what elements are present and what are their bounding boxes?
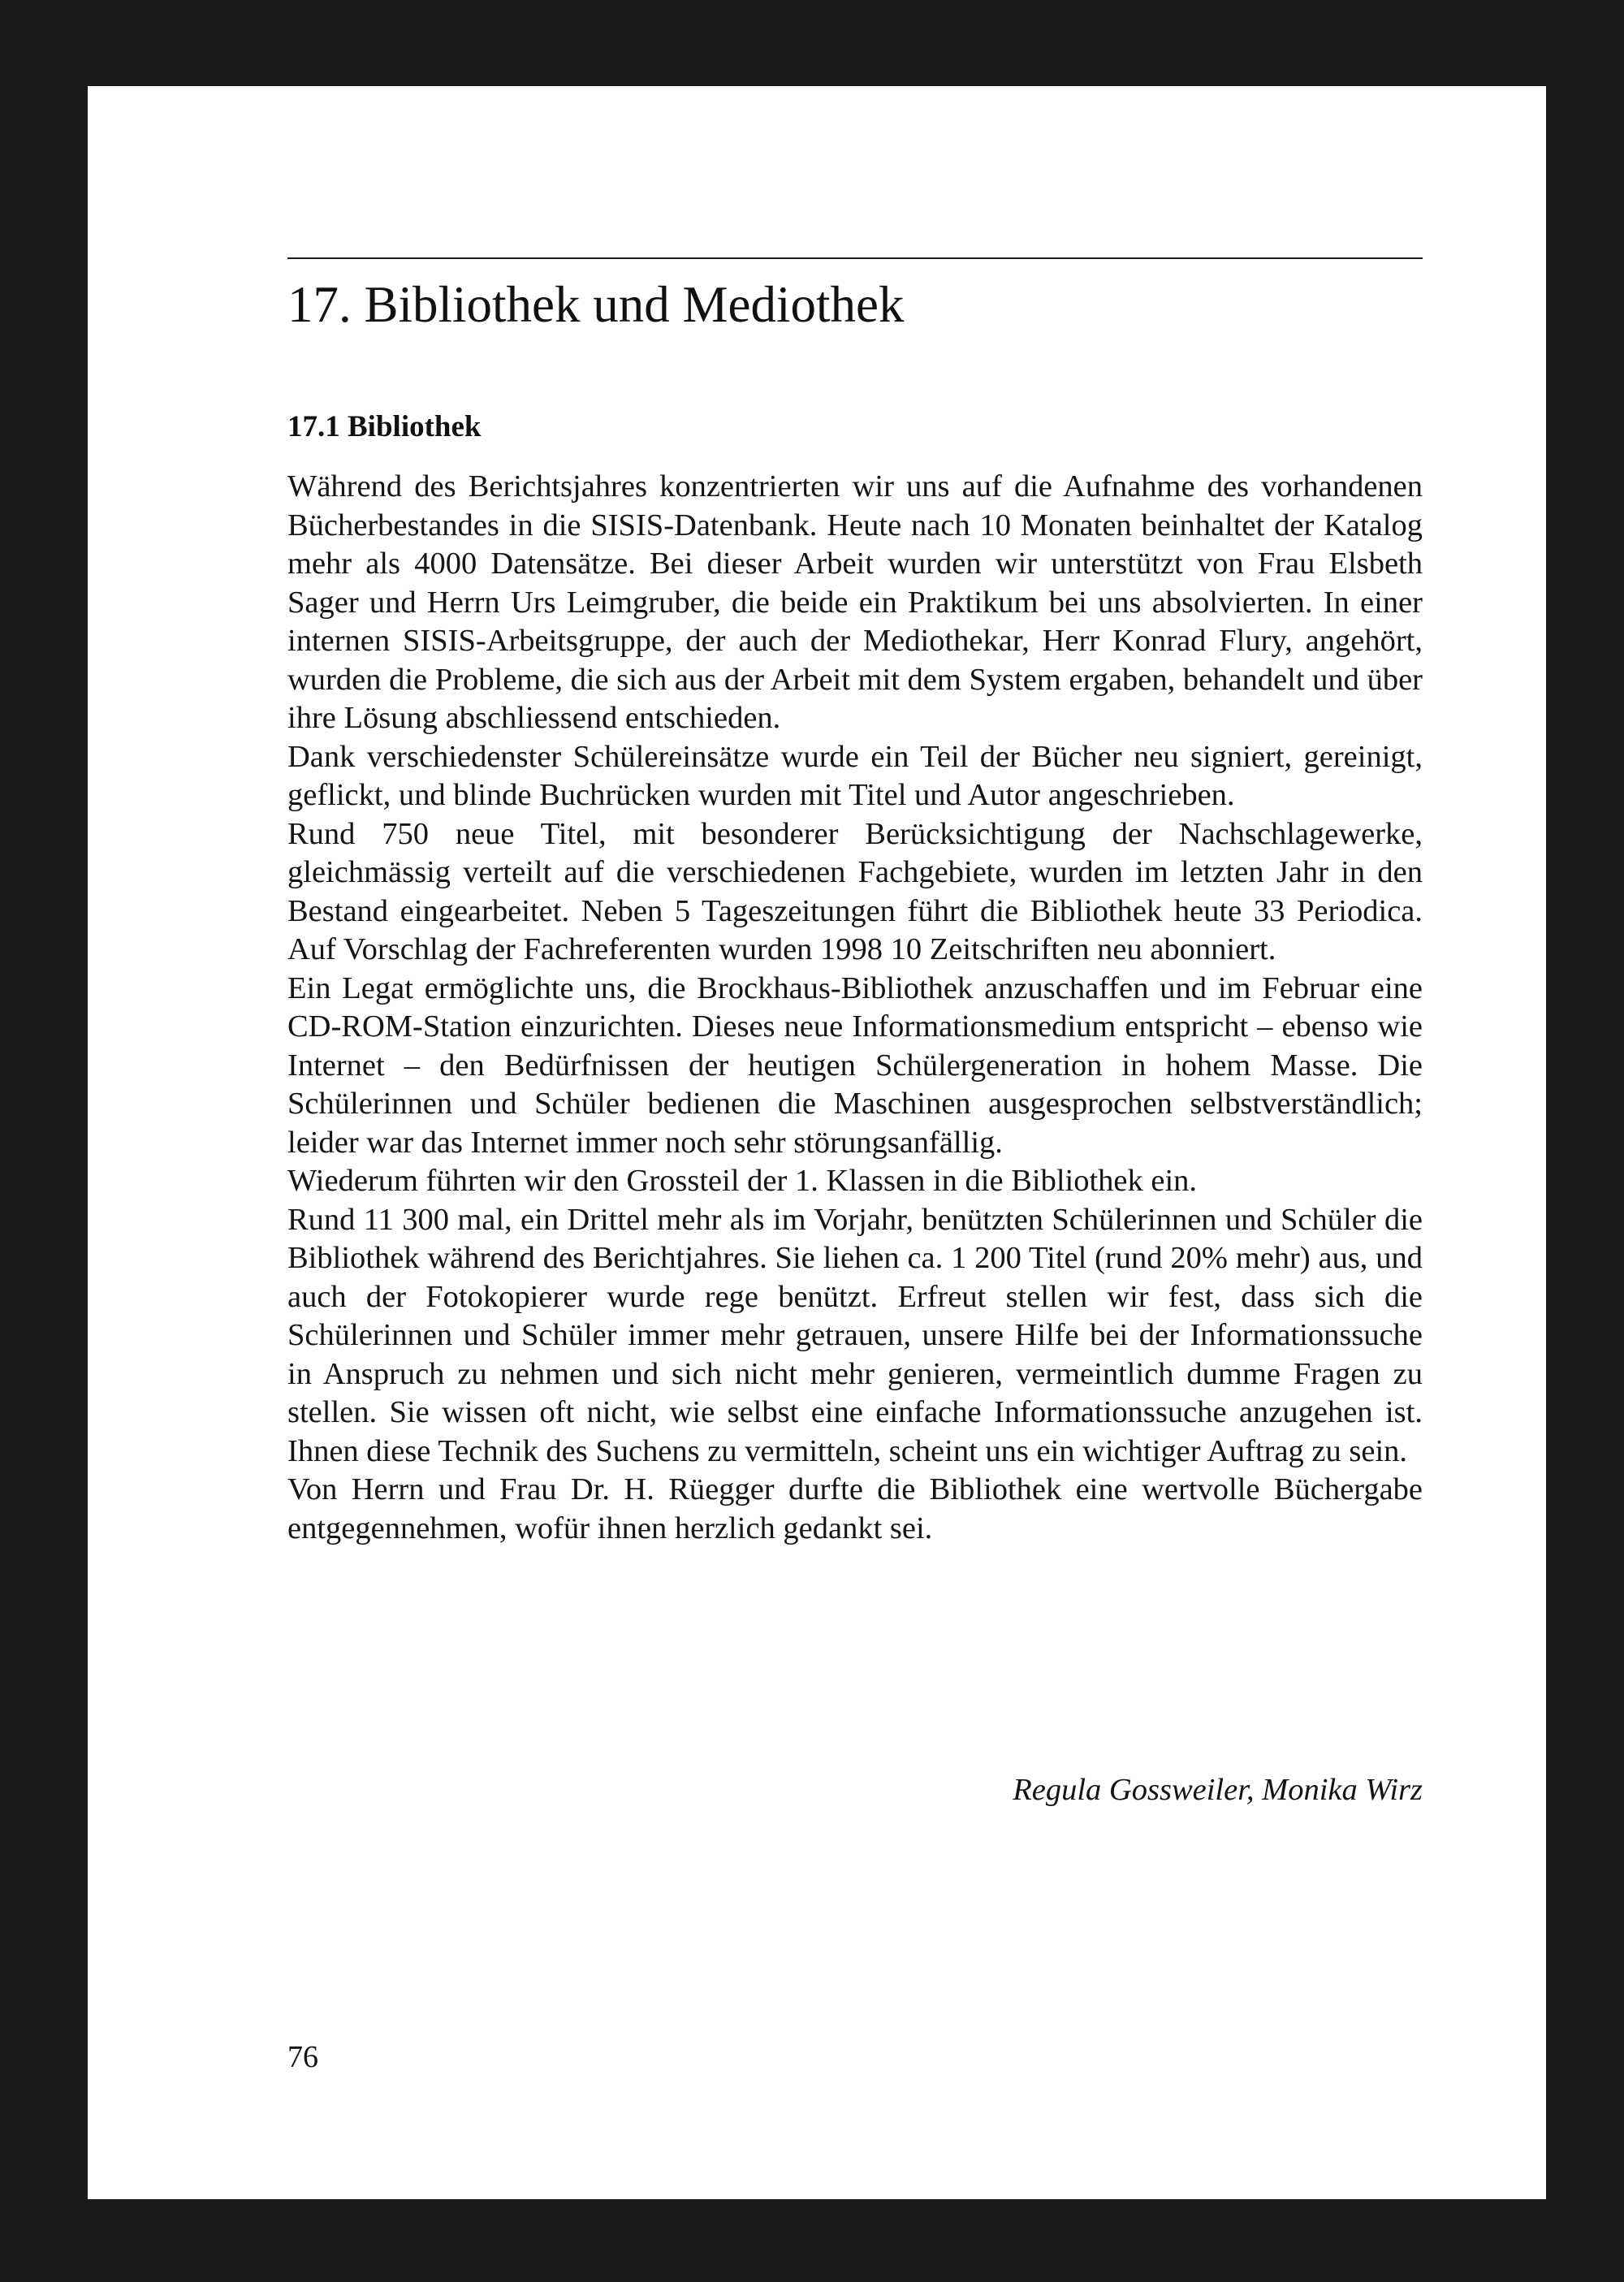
- paragraph-new-titles: Rund 750 neue Titel, mit besonderer Berücksichtigung der Nachschlagewerke, gleichmässig verteilt auf die verschiedenen Fachgebiete, wurden im letzten Jahr in den Bestand eingearbeitet. Neben 5 Tageszeitungen führt die Bibliothek heute 33 Periodica. Auf Vorschlag der Fachreferenten wurden 1998 10 Zeitschriften neu abonniert.: [287, 816, 1423, 966]
- paragraph-legacy: Ein Legat ermöglichte uns, die Brockhaus-Bibliothek anzuschaffen und im Februar eine CD-ROM-Station einzurichten. Dieses neue Informationsmedium entspricht – ebenso wie Internet – den Bedürfnissen der heutigen Schülergeneration in hohem Masse. Die Schülerinnen und Schüler bedienen die Maschinen ausgesprochen selbstverständlich; leider war das Internet immer noch sehr störungsanfällig.: [287, 970, 1423, 1160]
- paragraph-usage: Rund 11 300 mal, ein Drittel mehr als im Vorjahr, benützten Schülerinnen und Schüler die Bibliothek während des Berichtjahres. Sie liehen ca. 1 200 Titel (rund 20% mehr) aus, und auch der Fotokopierer wurde rege benützt. Erfreut stellen wir fest, dass sich die Schülerinnen und Schüler immer mehr getrauen, unsere Hilfe bei der Informationssuche in Anspruch zu nehmen und sich nicht mehr genieren, vermeintlich dumme Fragen zu stellen. Sie wissen oft nicht, wie selbst eine einfache Informationssuche anzugehen ist. Ihnen diese Technik des Suchens zu vermitteln, scheint uns ein wichtiger Auftrag zu sein.: [287, 1202, 1423, 1468]
- header-rule: [287, 257, 1423, 259]
- paragraph-donation: Von Herrn und Frau Dr. H. Rüegger durfte die Bibliothek eine wertvolle Büchergabe entgegennehmen, wofür ihnen herzlich gedankt sei.: [287, 1472, 1423, 1545]
- paragraph-catalog: Während des Berichtsjahres konzentrierten wir uns auf die Aufnahme des vorhandenen Bücherbestandes in die SISIS-Datenbank. Heute nach 10 Monaten beinhaltet der Katalog mehr als 4000 Datensätze. Bei dieser Arbeit wurden wir unterstützt von Frau Elsbeth Sager und Herrn Urs Leimgruber, die beide ein Praktikum bei uns absolvierten. In einer internen SISIS-Arbeitsgruppe, der auch der Mediothekar, Herr Konrad Flury, angehört, wurden die Probleme, die sich aus der Arbeit mit dem System ergaben, behandelt und über ihre Lösung abschliessend entschieden.: [287, 469, 1423, 735]
- document-page: [88, 86, 1546, 2199]
- signature: Regula Gossweiler, Monika Wirz: [1013, 1773, 1423, 1807]
- paragraph-repairs: Dank verschiedenster Schülereinsätze wurde ein Teil der Bücher neu signiert, gereinigt, geflickt, und blinde Buchrücken wurden mit Titel und Autor angeschrieben.: [287, 739, 1423, 812]
- body-text: [287, 468, 1423, 1548]
- page-number: 76: [287, 2040, 318, 2074]
- chapter-title: 17. Bibliothek und Mediothek: [287, 276, 905, 333]
- section-title: 17.1 Bibliothek: [287, 410, 482, 443]
- paragraph-introduction: Wiederum führten wir den Grossteil der 1. Klassen in die Bibliothek ein.: [287, 1164, 1198, 1198]
